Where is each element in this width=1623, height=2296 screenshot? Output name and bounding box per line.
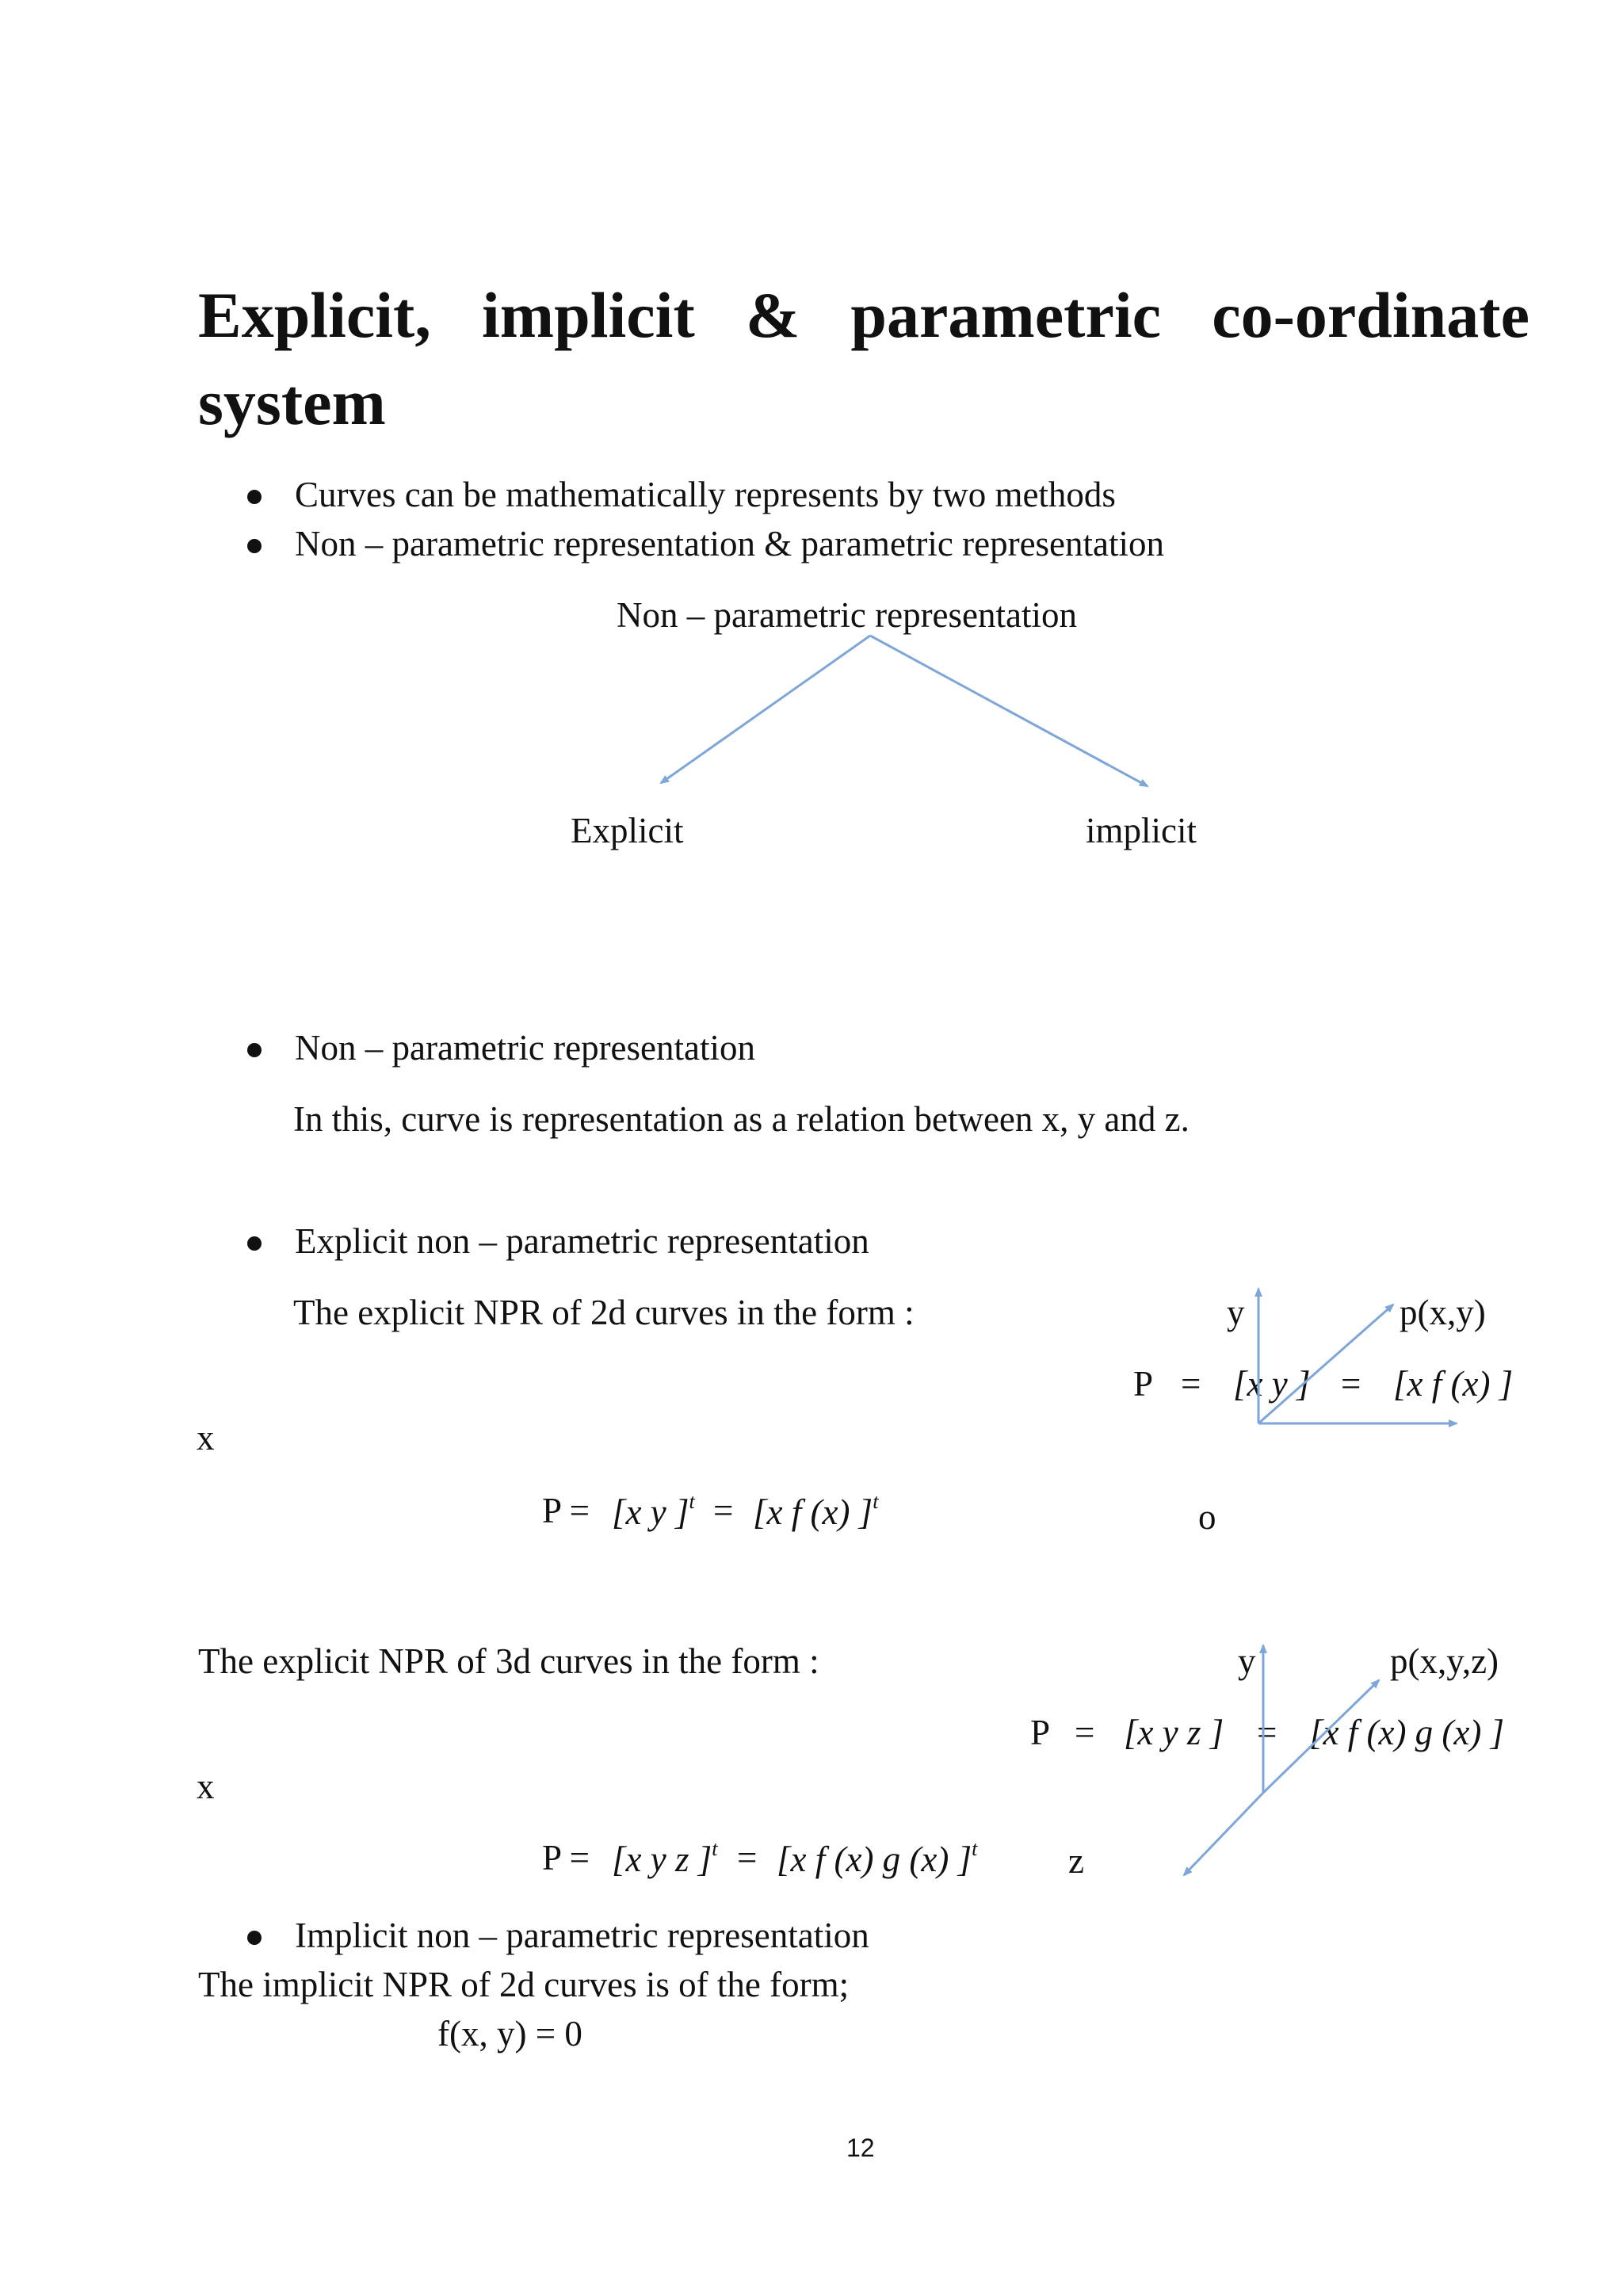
intro-bullet-1: Curves can be mathematically represents by two methods [295, 475, 1116, 514]
page-title-line-1: Explicit, implicit & parametric co-ordinate [198, 279, 1529, 351]
point-label-3d: p(x,y,z) [1390, 1641, 1499, 1681]
eq-3d-equals-2: = [1257, 1713, 1277, 1752]
implicit-bullet: Implicit non – parametric representation [295, 1916, 869, 1955]
eq-3d-rhs: [x f (x) g (x) ] [1309, 1713, 1505, 1752]
eq2-2d-p: P = [542, 1491, 590, 1530]
page-number: 12 [846, 2134, 875, 2162]
npr-description: In this, curve is representation as a relation between x, y and z. [293, 1099, 1190, 1139]
eq2-3d-rhs: [x f (x) g (x) ]$^t$ [777, 1837, 978, 1879]
implicit-form-text: The implicit NPR of 2d curves is of the form; [198, 1965, 850, 2004]
eq-2d-p: P [1133, 1364, 1154, 1404]
page-title-line-2: system [198, 366, 386, 438]
explicit-3d-form-text: The explicit NPR of 3d curves in the form : [198, 1641, 819, 1681]
axis-x-label-2d: x [197, 1418, 215, 1457]
eq2-3d-lhs: [x y z ]$^t$ [612, 1837, 718, 1879]
eq-3d-lhs: [x y z ] [1124, 1713, 1224, 1752]
eq2-2d-equals: = [713, 1491, 734, 1530]
eq-2d-lhs: [x y ] [1233, 1364, 1311, 1404]
eq2-3d-equals: = [737, 1838, 758, 1878]
eq2-2d-rhs: [x f (x) ]$^t$ [753, 1490, 879, 1532]
tree-left-label: Explicit [571, 811, 684, 850]
eq2-2d-lhs: [x y ]$^t$ [612, 1490, 695, 1532]
point-vector-arrow-2d [1258, 1305, 1393, 1423]
axis-z-arrow-3d [1184, 1793, 1263, 1875]
intro-bullet-2: Non – parametric representation & parametric representation [295, 524, 1165, 563]
eq-2d-rhs: [x f (x) ] [1393, 1364, 1514, 1404]
tree-right-label: implicit [1086, 811, 1197, 850]
eq2-3d-p: P = [542, 1838, 590, 1878]
eq-2d-equals-2: = [1341, 1364, 1361, 1404]
tree-branch-left-arrow [661, 636, 870, 783]
point-label-2d: p(x,y) [1400, 1293, 1486, 1332]
origin-label-2d: o [1198, 1497, 1216, 1537]
eq-2d-equals: = [1181, 1364, 1201, 1404]
tree-root-label: Non – parametric representation [617, 595, 1078, 635]
axis-x-label-3d: x [197, 1767, 215, 1806]
tree-branch-right-arrow [870, 636, 1148, 786]
eq-3d-equals: = [1075, 1713, 1095, 1752]
axis-y-label-3d: y [1238, 1641, 1256, 1681]
axis-z-label-3d: z [1068, 1841, 1084, 1881]
npr-bullet: Non – parametric representation [295, 1028, 756, 1068]
point-vector-arrow-3d [1263, 1680, 1379, 1793]
eq-3d-p: P [1030, 1713, 1051, 1752]
axis-y-label-2d: y [1227, 1293, 1245, 1332]
explicit-2d-form-text: The explicit NPR of 2d curves in the form : [293, 1293, 915, 1332]
implicit-equation: f(x, y) = 0 [437, 2014, 582, 2053]
explicit-bullet: Explicit non – parametric representation [295, 1221, 869, 1261]
